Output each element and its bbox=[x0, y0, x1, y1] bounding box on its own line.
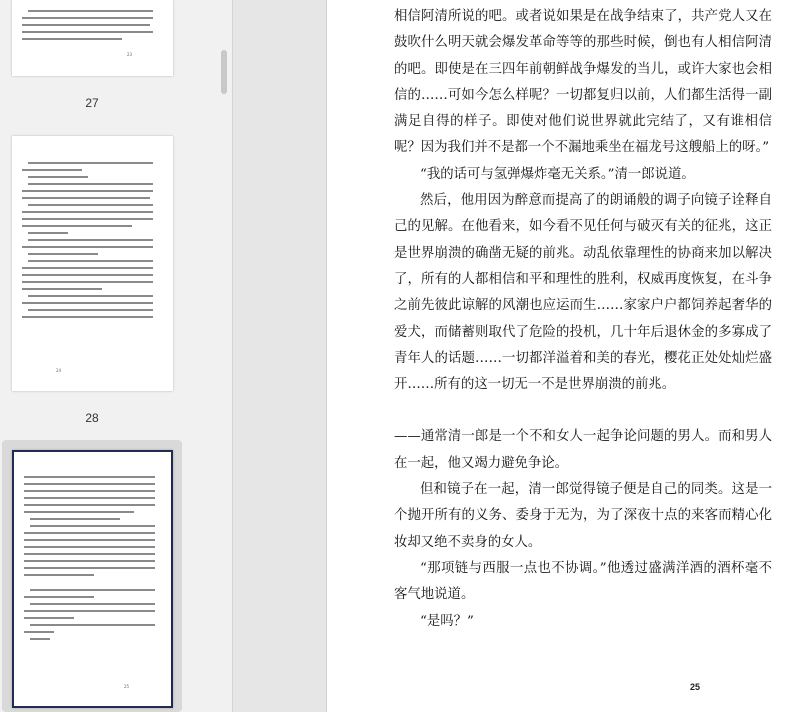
paragraph: 然后，他用因为醉意而提高了的朗诵般的调子向镜子诠释自己的见解。在他看来，如今看不见任何与破灭有关的征兆，这正是世界崩溃的确凿无疑的前兆。动乱依靠理性的协商来加以解决了，所有的人都相信和平和理性的胜利，权威再度恢复，在斗争之前先彼此谅解的风潮也应运而生……家家户户都饲养起奢华的爱犬，而储蓄则取代了危险的投机，几十年后退休金的多寡成了青年人的话题……一切都洋溢着和美的春光，樱花正处处灿烂盛开……所有的这一切无一不是世界崩溃的前兆。 bbox=[394, 193, 772, 393]
thumbnail-page-current[interactable] bbox=[12, 450, 173, 708]
thumbnail-page[interactable] bbox=[12, 0, 173, 76]
thumbnail-item[interactable] bbox=[2, 0, 182, 86]
document-page bbox=[326, 0, 795, 712]
thumbnail-label: 27 bbox=[85, 96, 99, 110]
paragraph: “是吗？” bbox=[420, 613, 474, 629]
sidebar-scrollbar[interactable] bbox=[221, 50, 227, 94]
page-number: 25 bbox=[690, 682, 701, 692]
paragraph: 相信阿清所说的吧。或者说如果是在战争结束了，共产党人又在鼓吹什么明天就会爆发革命等等的那些时候，倒也有人相信阿清的吧。即使是在三四年前朝鲜战争爆发的当儿，或许大家也会相信的……可如今怎么样呢？一切都复归以前，人们都生活得一副满足自得的样子。即使对他们说世界就此完结了，又有谁相信呢？因为我们并不是都一个不漏地乘坐在福龙号这艘船上的呀。” bbox=[394, 9, 772, 156]
thumbnail-page-number: 24 bbox=[56, 368, 62, 373]
thumbnail-label: 28 bbox=[85, 411, 99, 425]
thumbnail-page[interactable] bbox=[12, 136, 173, 391]
thumbnail-item-selected[interactable] bbox=[2, 440, 182, 712]
paragraph: 但和镜子在一起，清一郎觉得镜子便是自己的同类。这是一个抛开所有的义务、委身于无为，为了深夜十点的来客而精心化妆却又绝不卖身的女人。 bbox=[394, 482, 772, 550]
thumbnail-item[interactable] bbox=[2, 128, 182, 400]
paragraph: ——通常清一郎是一个不和女人一起争论问题的男人。而和男人在一起，他又竭力避免争论。 bbox=[394, 429, 772, 471]
page-body bbox=[394, 4, 772, 635]
thumbnail-page-number: 25 bbox=[124, 684, 130, 689]
thumbnail-sidebar bbox=[0, 0, 233, 712]
thumbnail-page-number: 23 bbox=[127, 52, 133, 57]
paragraph: “我的话可与氢弹爆炸毫无关系。”清一郎说道。 bbox=[420, 166, 695, 182]
paragraph: “那项链与西服一点也不协调。”他透过盛满洋酒的酒杯毫不客气地说道。 bbox=[394, 560, 772, 603]
viewer-background bbox=[233, 0, 326, 712]
